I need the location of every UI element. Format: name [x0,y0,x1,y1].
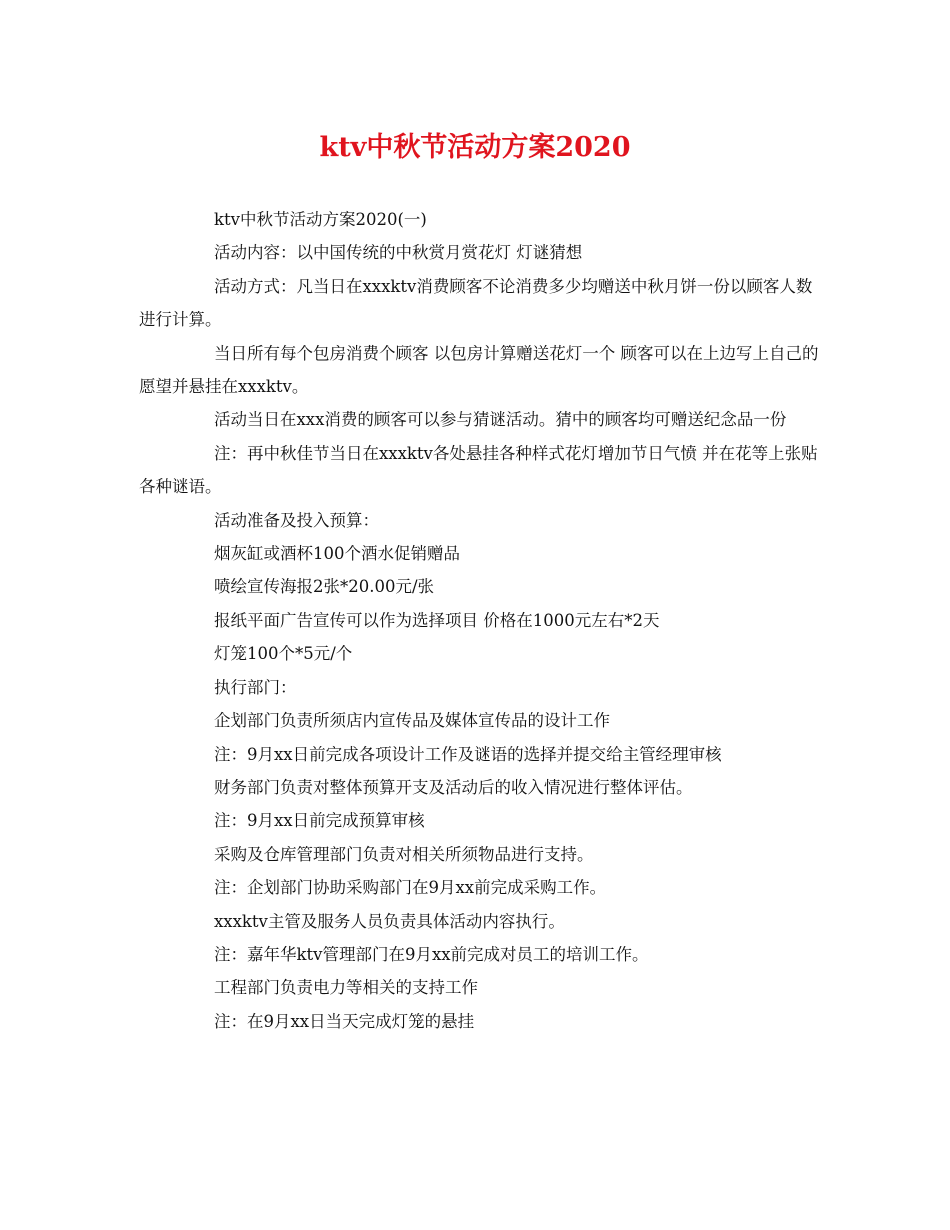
department-note: 注：9月xx日前完成各项设计工作及谜语的选择并提交给主管经理审核 [214,744,722,764]
paragraph-subtitle: ktv中秋节活动方案2020(一) [214,210,427,229]
budget-item: 报纸平面广告宣传可以作为选择项目 价格在1000元左右*2天 [214,610,660,630]
department-note: 注：企划部门协助采购部门在9月xx前完成采购工作。 [214,878,607,898]
paragraph-riddle-activity: 活动当日在xxx消费的顾客可以参与猜谜活动。猜中的顾客均可赠送纪念品一份 [214,410,787,430]
paragraph-budget-heading: 活动准备及投入预算： [214,510,379,530]
department-item: 工程部门负责电力等相关的支持工作 [214,978,478,998]
department-item: 财务部门负责对整体预算开支及活动后的收入情况进行整体评估。 [214,777,693,797]
department-item: xxxktv主管及服务人员负责具体活动内容执行。 [214,911,565,931]
department-note: 注：9月xx日前完成预算审核 [214,811,425,831]
budget-item: 喷绘宣传海报2张*20.00元/张 [214,577,435,597]
department-item: 企划部门负责所须店内宣传品及媒体宣传品的设计工作 [214,711,610,731]
budget-item: 烟灰缸或酒杯100个酒水促销赠品 [214,544,460,564]
paragraph-departments-heading: 执行部门： [214,677,297,697]
paragraph-activity-method: 活动方式：凡当日在xxxktv消费顾客不论消费多少均赠送中秋月饼一份以顾客人数进行计算。 [139,276,813,330]
document-body [139,203,819,1038]
department-item: 采购及仓库管理部门负责对相关所须物品进行支持。 [214,844,594,864]
paragraph-room-lantern: 当日所有每个包房消费个顾客 以包房计算赠送花灯一个 顾客可以在上边写上自己的愿望并悬挂在xxxktv。 [139,343,819,397]
department-note: 注：在9月xx日当天完成灯笼的悬挂 [214,1011,475,1031]
budget-item: 灯笼100个*5元/个 [214,644,353,664]
document-title: ktv中秋节活动方案2020 [319,132,631,163]
paragraph-activity-content: 活动内容：以中国传统的中秋赏月赏花灯 灯谜猜想 [214,243,583,263]
department-note: 注：嘉年华ktv管理部门在9月xx前完成对员工的培训工作。 [214,944,649,964]
paragraph-decoration-note: 注：再中秋佳节当日在xxxktv各处悬挂各种样式花灯增加节日气愤 并在花等上张贴各种谜语。 [139,443,818,497]
